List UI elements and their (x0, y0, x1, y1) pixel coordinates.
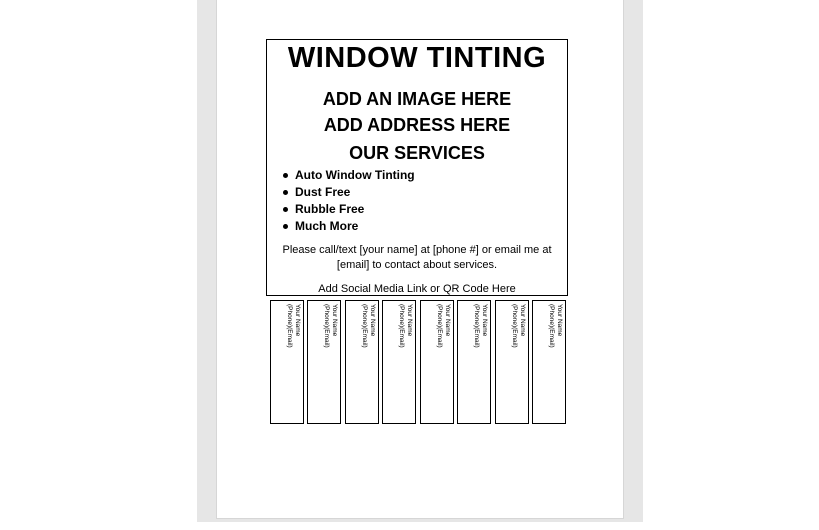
service-label: Much More (295, 219, 359, 233)
tab-name: Your Name (406, 304, 413, 337)
tear-tab (270, 300, 304, 424)
tear-tab (345, 300, 379, 424)
tab-name: Your Name (519, 304, 526, 337)
tab-name: Your Name (294, 304, 301, 337)
tab-contact: (Phone)(Email) (286, 304, 293, 348)
tab-contact: (Phone)(Email) (323, 304, 330, 348)
tear-tab (382, 300, 416, 424)
tab-name: Your Name (481, 304, 488, 337)
tab-contact: (Phone)(Email) (398, 304, 405, 348)
tear-tab (457, 300, 491, 424)
tab-contact: (Phone)(Email) (436, 304, 443, 348)
bullet-icon (283, 207, 288, 212)
service-label: Dust Free (295, 185, 351, 199)
service-item (283, 218, 415, 235)
services-heading: OUR SERVICES (349, 143, 485, 163)
tab-contact: (Phone)(Email) (511, 304, 518, 348)
tab-contact: (Phone)(Email) (548, 304, 555, 348)
services-list (283, 167, 415, 235)
tear-tab (532, 300, 566, 424)
image-placeholder: ADD AN IMAGE HERE (322, 89, 512, 109)
bullet-icon (283, 224, 288, 229)
tab-name: Your Name (369, 304, 376, 337)
flyer-box (266, 39, 568, 296)
address-placeholder: ADD ADDRESS HERE (323, 115, 511, 135)
service-label: Rubble Free (295, 202, 365, 216)
service-item (283, 201, 415, 218)
service-item (283, 167, 415, 184)
tab-name: Your Name (556, 304, 563, 337)
tab-contact: (Phone)(Email) (473, 304, 480, 348)
bullet-icon (283, 190, 288, 195)
contact-text: Please call/text [your name] at [phone #] or email me at [email] to contact about services. (282, 244, 552, 271)
service-item (283, 184, 415, 201)
social-media-placeholder: Add Social Media Link or QR Code Here (318, 283, 516, 295)
tear-tab (495, 300, 529, 424)
tear-off-tabs (270, 300, 570, 424)
service-label: Auto Window Tinting (295, 168, 415, 182)
bullet-icon (283, 173, 288, 178)
tear-tab (420, 300, 454, 424)
tab-name: Your Name (331, 304, 338, 337)
tear-tab (307, 300, 341, 424)
tab-contact: (Phone)(Email) (361, 304, 368, 348)
flyer-headline: WINDOW TINTING (287, 42, 547, 74)
tab-name: Your Name (444, 304, 451, 337)
